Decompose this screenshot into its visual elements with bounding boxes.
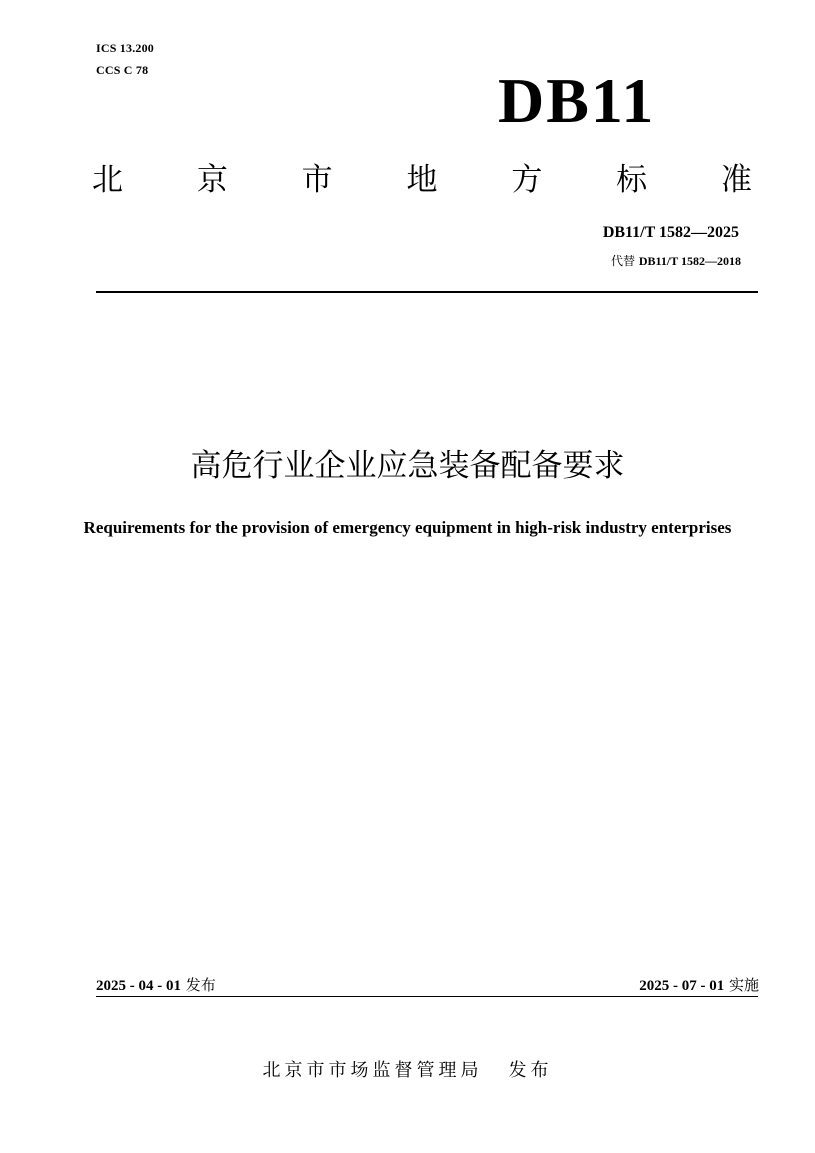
replaces-number: DB11/T 1582—2018 [638, 254, 741, 268]
ccs-code: CCS C 78 [96, 63, 149, 77]
ics-code: ICS 13.200 [96, 41, 155, 55]
implementation-date-line [639, 974, 759, 995]
category-char: 地 [406, 162, 438, 198]
publisher-action: 发布 [508, 1060, 553, 1081]
document-title-cn: 高危行业企业应急装备配备要求 [190, 448, 625, 484]
category-char: 准 [720, 162, 752, 198]
category-char: 市 [301, 162, 333, 198]
bottom-divider [96, 996, 758, 997]
publisher-line [0, 1056, 815, 1082]
category-char: 标 [616, 162, 648, 198]
replaces-label: 代替 [611, 254, 636, 268]
issue-date: 2025 - 04 - 01 [96, 978, 181, 994]
implementation-label: 实施 [728, 976, 759, 994]
standard-number: DB11/T 1582—2025 [602, 224, 739, 241]
standard-logo: DB11 [498, 65, 656, 136]
issue-date-line [96, 974, 216, 995]
category-char: 方 [511, 162, 543, 198]
implementation-date: 2025 - 07 - 01 [639, 978, 725, 994]
replaces-line [611, 252, 741, 269]
document-title-en: Requirements for the provision of emergency equipment in high-risk industry enterprises [83, 518, 732, 537]
publisher-name: 北京市市场监督管理局 [262, 1060, 483, 1081]
category-char: 京 [196, 162, 228, 198]
issue-label: 发布 [185, 976, 216, 994]
top-divider [96, 291, 758, 293]
standard-category [92, 161, 752, 201]
category-char: 北 [92, 162, 123, 198]
